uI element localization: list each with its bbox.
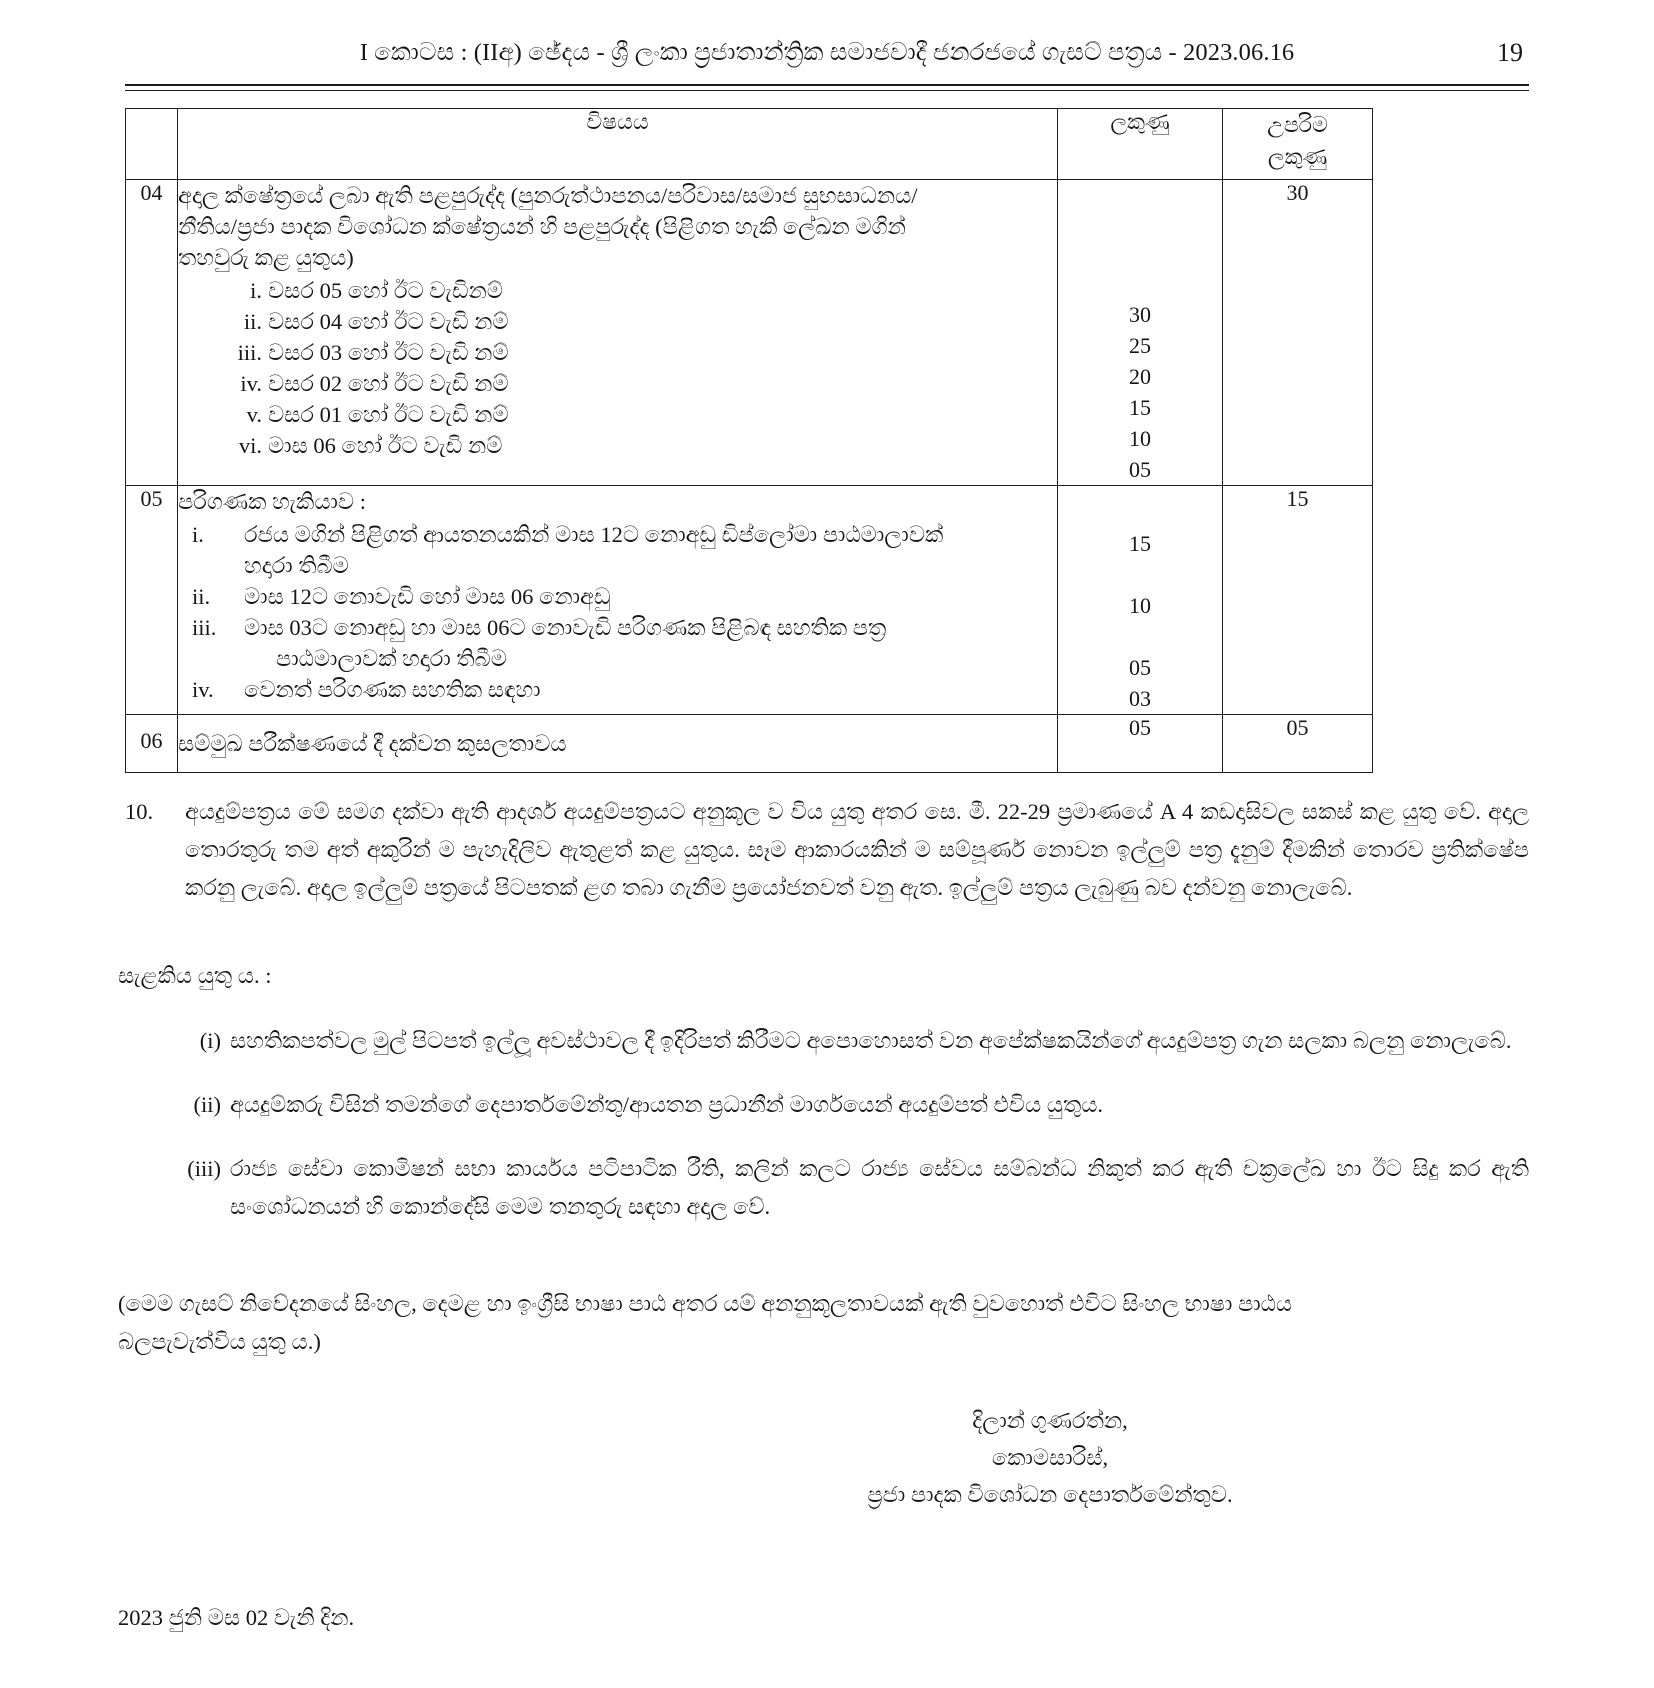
row-marks-04: [1058, 180, 1223, 486]
row-number-04: 04: [126, 180, 178, 486]
page-header-title: I කොටස : (IIඅ) ඡේදය - ශ්‍රී ලංකා ප්‍රජාතාන්ත්‍රික සමාජවාදී ජනරජයේ ගැසට් පත්‍රය - 2023.06.16: [359, 39, 1295, 66]
list-item: [224, 368, 1057, 399]
item-marker: v.: [246, 402, 262, 427]
row-subject-04: [178, 180, 1058, 486]
item-marker: iii.: [192, 615, 217, 640]
notice-list-item: [125, 1086, 1529, 1124]
item-marker: iv.: [192, 677, 214, 702]
row-06-lead-line-1: සම්මුඛ පරීක්ෂණයේ දී දක්වන කුසලතාවය: [178, 731, 567, 756]
column-header-subject: විෂයය: [178, 109, 1058, 180]
language-precedence-note: [118, 1285, 1529, 1361]
item-text: වසර 04 හෝ ඊට වැඩි නම්: [268, 309, 509, 334]
item-text-continuation: පාඨමාලාවක් හදාරා තිබීම: [276, 646, 507, 671]
page-header: [125, 36, 1529, 80]
item-marker: ii.: [192, 584, 211, 609]
language-note-line-2: බලපැවැත්විය යුතු ය.): [118, 1329, 321, 1354]
notice-list-item: [125, 1022, 1529, 1060]
column-header-number: [126, 109, 178, 180]
item-text-continuation: හදාරා තිබීම: [244, 553, 349, 578]
row-max-marks-06: 05: [1223, 715, 1373, 773]
list-item: [192, 519, 1057, 581]
row-number-06: 06: [126, 715, 178, 773]
item-marker: vi.: [238, 433, 262, 458]
list-item: [224, 306, 1057, 337]
table-row: [126, 715, 1373, 773]
item-text: වසර 05 හෝ ඊට වැඩිනම්: [268, 278, 503, 303]
row-subject-05: [178, 486, 1058, 715]
signature-block: [700, 1402, 1400, 1513]
max-marks-label-line1: උපරිම: [1267, 112, 1328, 137]
mark-value: 03: [1129, 686, 1151, 711]
column-header-max-marks: [1223, 109, 1373, 180]
list-item: [192, 612, 1057, 674]
row-05-item-list: [178, 519, 1057, 705]
list-item: [192, 674, 1057, 705]
marks-criteria-table: [125, 108, 1373, 773]
mark-value: 05: [1129, 457, 1151, 482]
item-marker: iv.: [240, 371, 262, 396]
mark-value: 30: [1129, 302, 1151, 327]
column-header-marks: ලකුණු: [1058, 109, 1223, 180]
item-text: රජය මගින් පිළිගත් ආයතනයකින් මාස 12ට නොඅඩු ඩිප්ලෝමා පාඨමාලාවක්: [244, 522, 944, 547]
row-04-lead-line-3: තහවුරු කළ යුතුය): [178, 245, 354, 270]
row-max-marks-05: 15: [1223, 486, 1373, 715]
row-05-lead-line-1: පරිගණක හැකියාව :: [178, 489, 366, 514]
paragraph-10-number: 10.: [125, 799, 154, 824]
page-number: 19: [1497, 38, 1523, 67]
list-item: [224, 337, 1057, 368]
row-max-marks-04: 30: [1223, 180, 1373, 486]
header-divider-rule: [125, 84, 1529, 91]
item-text: වසර 03 හෝ ඊට වැඩි නම්: [268, 340, 509, 365]
item-marker: ii.: [243, 309, 262, 334]
notice-list-item: [125, 1150, 1529, 1226]
notice-item-text: අයදුම්කරු විසින් තමන්ගේ දෙපාර්තමේන්තු/ආයතන ප්‍රධානීන් මාර්ගයෙන් අයදුම්පත් එවිය යුතුය.: [230, 1092, 1104, 1117]
notice-item-marker: (iii): [187, 1156, 221, 1181]
item-text: වසර 01 හෝ ඊට වැඩි නම්: [268, 402, 509, 427]
signature-name: දිලාන් ගුණරත්න,: [972, 1408, 1128, 1433]
notice-item-text: සහතිකපත්වල මුල් පිටපත් ඉල්ලූ අවස්ථාවල දී ඉදිරිපත් කිරීමට අපොහොසත් වන අපේක්ෂකයින්ගේ අයදුම්පත්‍ර ගැන සලකා බලනු නොලැබේ.: [230, 1028, 1512, 1053]
row-subject-06: [178, 715, 1058, 773]
table-row: [126, 486, 1373, 715]
signature-designation: කොමසාරිස්,: [991, 1445, 1109, 1470]
list-item: [192, 581, 1057, 612]
item-text: මාස 12ට නොවැඩි හෝ මාස 06 නොඅඩු: [244, 584, 611, 609]
mark-value: 25: [1129, 333, 1151, 358]
row-marks-05: [1058, 486, 1223, 715]
notice-heading: සැළකිය යුතු ය. :: [118, 963, 272, 988]
mark-value: 15: [1129, 531, 1151, 556]
mark-value: 10: [1129, 593, 1151, 618]
notice-item-text: රාජ්‍ය සේවා කොමිෂන් සභා කාර්යය පටිපාටික රීති, කලින් කලට රාජ්‍ය සේවය සම්බන්ධ නිකුත් කර ඇති චක්‍රලේඛ හා ඊට සිදු කර ඇති සංශෝධනයන් හි කොන්දේසි මෙම තනතුරු සඳහා අදාල වේ.: [230, 1156, 1529, 1219]
row-number-05: 05: [126, 486, 178, 715]
item-text: වෙනත් පරිගණක සහතික සඳහා: [244, 677, 541, 702]
row-marks-06: 05: [1058, 715, 1223, 773]
item-text: මාස 06 හෝ ඊට වැඩි නම්: [268, 433, 503, 458]
list-item: [224, 430, 1057, 461]
item-text: වසර 02 හෝ ඊට වැඩි නම්: [268, 371, 509, 396]
paragraph-10: [125, 793, 1529, 907]
mark-value: 10: [1129, 426, 1151, 451]
item-marker: i.: [192, 522, 204, 547]
mark-value: 05: [1129, 655, 1151, 680]
notice-item-marker: (ii): [193, 1092, 221, 1117]
item-text: මාස 03ට නොඅඩු හා මාස 06ට නොවැඩි පරිගණක පිළිබඳ සහතික පත්‍ර: [244, 615, 887, 640]
item-marker: iii.: [237, 340, 262, 365]
list-item: [224, 399, 1057, 430]
mark-value: 15: [1129, 395, 1151, 420]
table-row: [126, 180, 1373, 486]
notice-item-marker: (i): [199, 1028, 221, 1053]
notice-list: [125, 1022, 1529, 1252]
list-item: [224, 275, 1057, 306]
date-line: 2023 ජුනි මස 02 වැනි දින.: [118, 1605, 355, 1630]
mark-value: 20: [1129, 364, 1151, 389]
item-marker: i.: [250, 278, 262, 303]
max-marks-label-line2: ලකුණු: [1267, 144, 1328, 169]
table-header-row: [126, 109, 1373, 180]
paragraph-10-text: අයදුම්පත්‍රය මේ සමග දක්වා ඇති ආදර්ශ අයදුම්පත්‍රයට අනුකූල ව විය යුතු අතර සෙ. මී. 22-29 ප්‍රමාණයේ A 4 කඩදාසිවල සකස් කළ යුතු වේ. අදාල තොරතුරු තම අත් අකුරින් ම පැහැදිලිව ඇතුළත් කළ යුතුය. සෑම ආකාරයකින් ම සම්පූර්ණ නොවන ඉල්ලුම් පත්‍ර දැනුම් දීමකින් තොරව ප්‍රතික්ෂේප කරනු ලැබේ. අදාල ඉල්ලුම් පත්‍රයේ පිටපතක් ළග තබා ගැනීම ප්‍රයෝජනවත් වනු ඇත. ඉල්ලුම් පත්‍රය ලැබුණු බව දන්වනු නොලැබේ.: [185, 799, 1529, 900]
signature-department: ප්‍රජා පාදක විශෝධන දෙපාර්තමේන්තුව.: [867, 1482, 1233, 1507]
row-04-lead-line-2: නීතිය/ප්‍රජා පාදක විශෝධන ක්ෂේත්‍රයන් හි පළපුරුද්ද (පිළිගත හැකි ලේඛන මගින්: [178, 214, 906, 239]
row-04-lead-line-1: අදාල ක්ෂේත්‍රයේ ලබා ඇති පළපුරුද්ද (පුනරුත්ථාපනය/පරිවාස/සමාජ සුභසාධනය/: [178, 183, 918, 208]
row-04-item-list: [178, 275, 1057, 461]
language-note-line-1: (මෙම ගැසට් නිවේදනයේ සිංහල, දෙමළ හා ඉංග්‍රීසි භාෂා පාඨ අතර යම් අනනුකූලතාවයක් ඇති වුවහොත් එවිට සිංහල භාෂා පාඨය: [118, 1291, 1293, 1316]
